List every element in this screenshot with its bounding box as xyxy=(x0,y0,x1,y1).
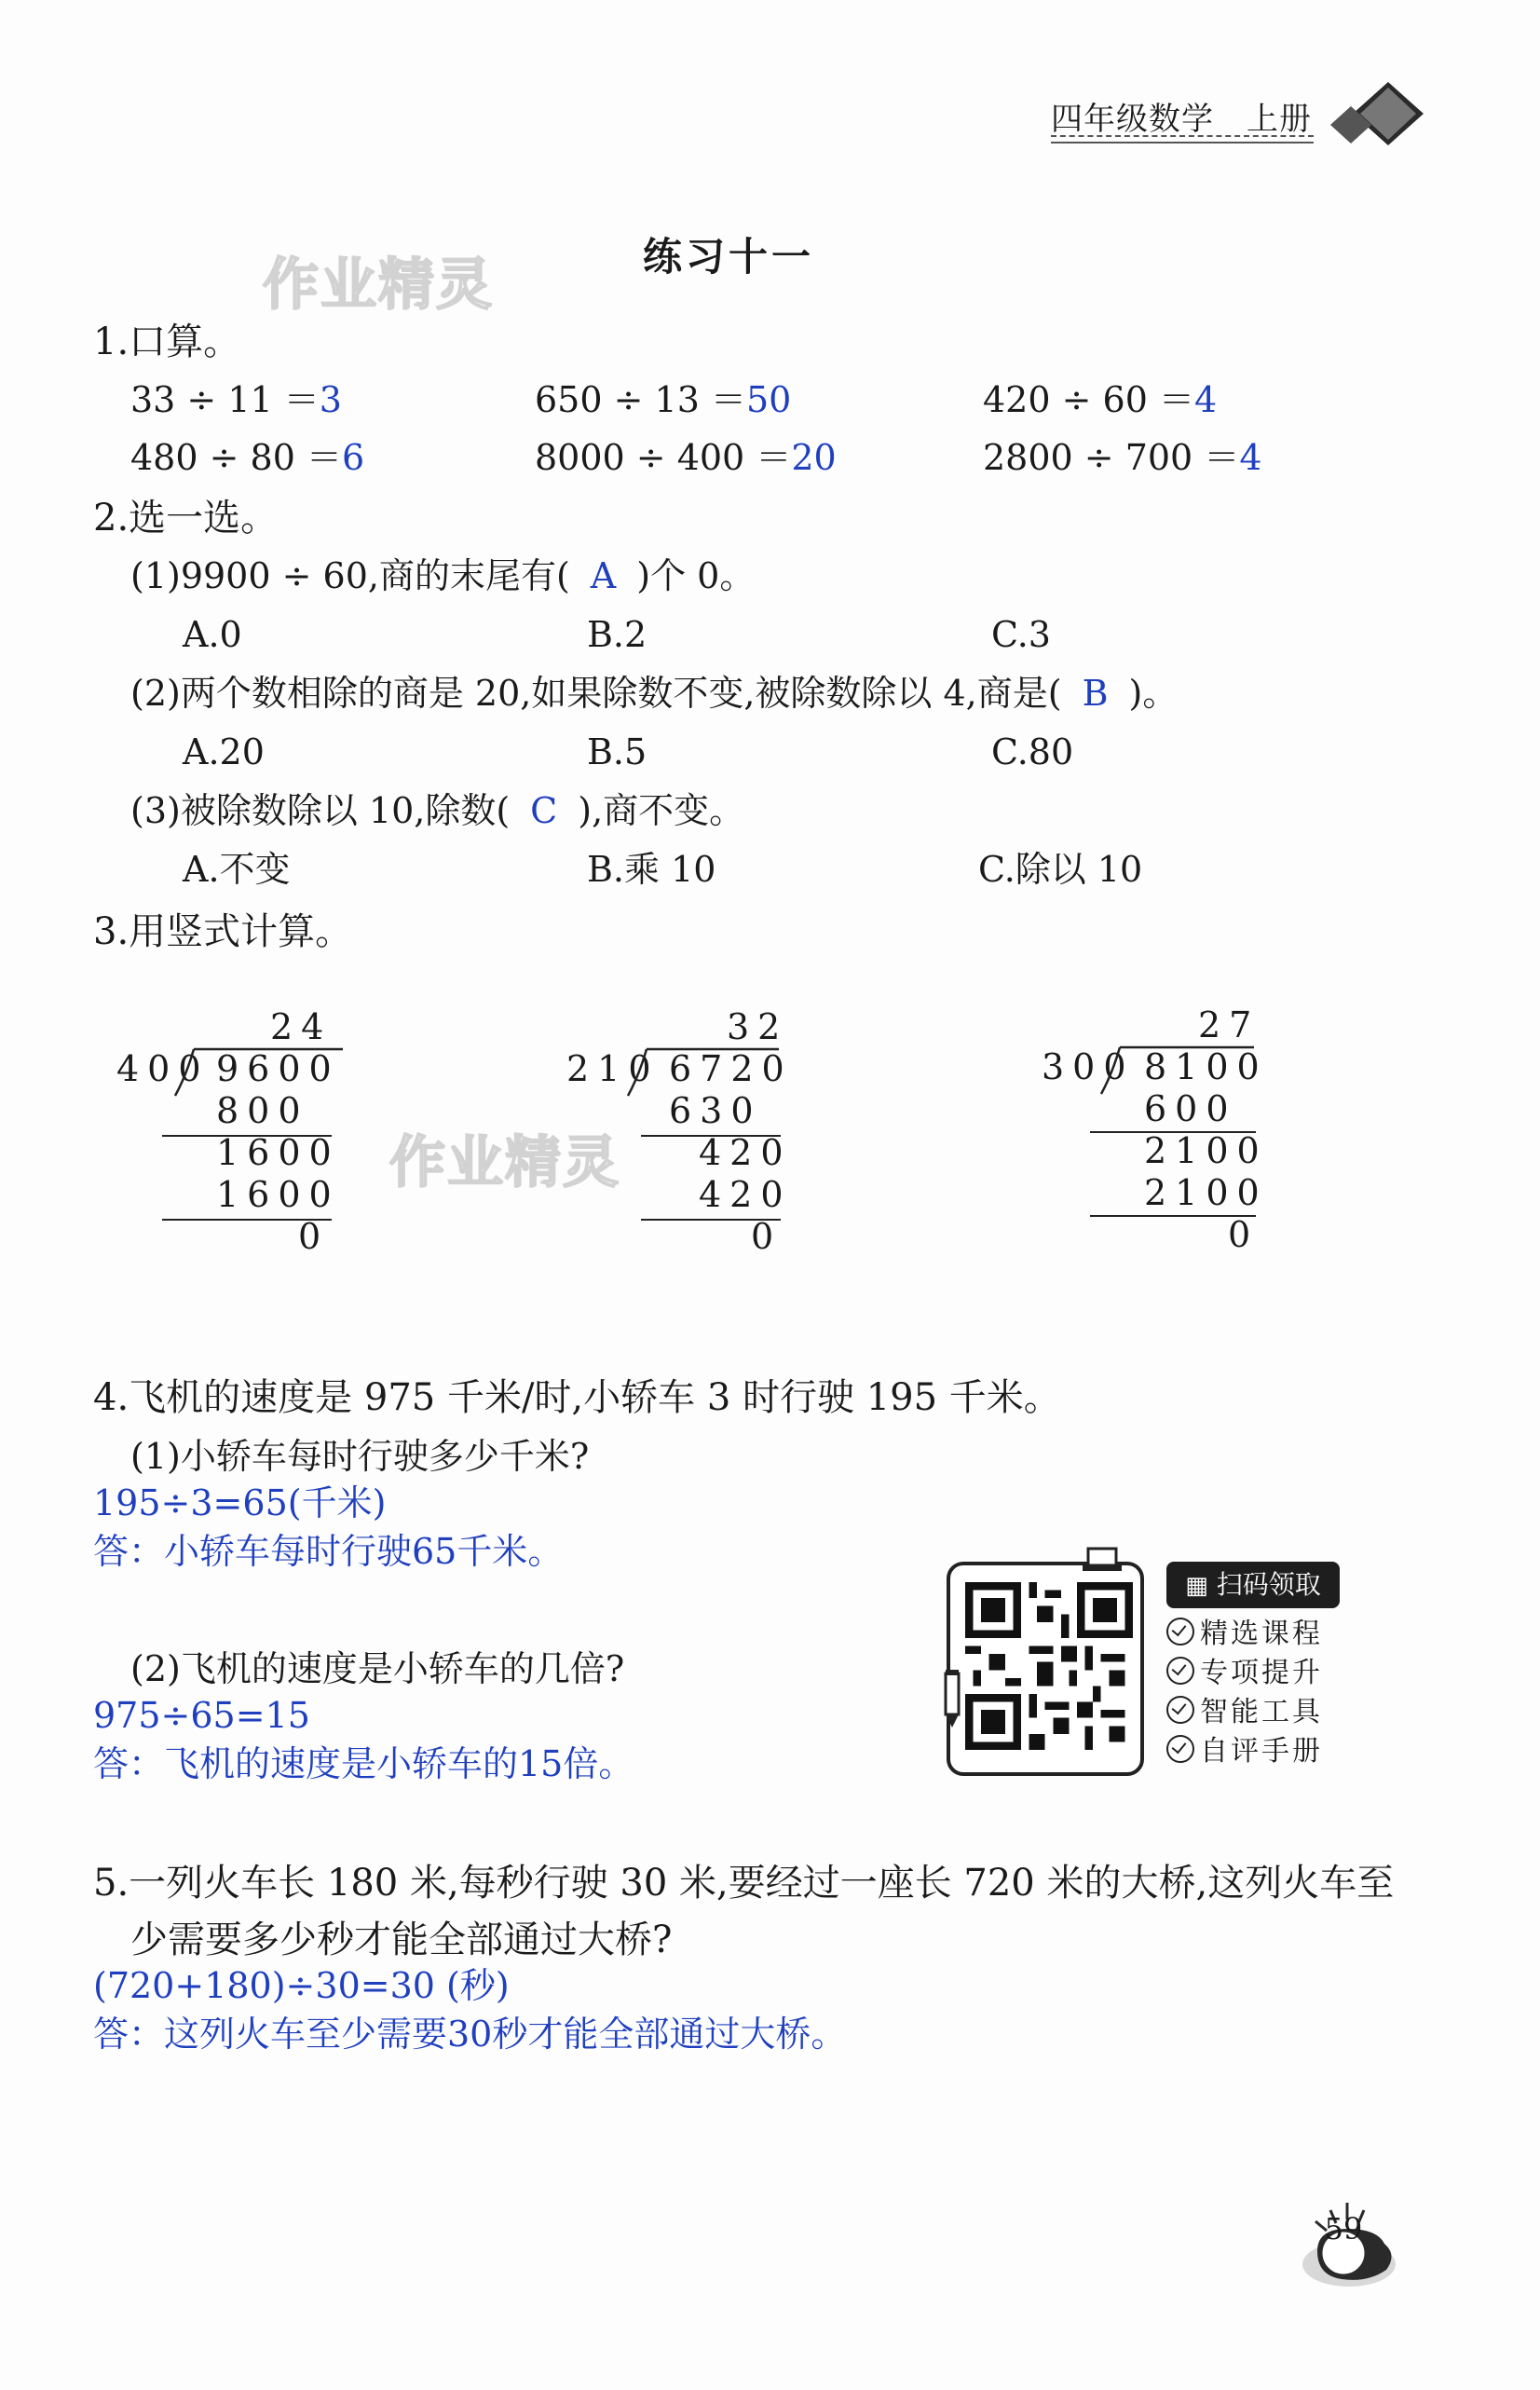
div-row: 420 xyxy=(699,1132,792,1173)
qr-code-icon[interactable] xyxy=(965,1582,1133,1750)
div-quotient: 24 xyxy=(270,1006,333,1047)
q1-label: 1.口算。 xyxy=(93,321,241,363)
q1-expr: 420 ÷ 60 ＝ xyxy=(983,379,1194,420)
div-quotient: 32 xyxy=(727,1006,789,1047)
q1-expr: 2800 ÷ 700 ＝ xyxy=(983,437,1240,478)
q4-sub2-answer: 答：飞机的速度是小轿车的15倍。 xyxy=(93,1743,634,1784)
div-row: 800 xyxy=(216,1090,309,1131)
div-row: 1600 xyxy=(216,1132,340,1173)
q2-sub-3 xyxy=(130,789,744,832)
q2-sub-text: ),商不变。 xyxy=(578,790,745,831)
q1-expr: 8000 ÷ 400 ＝ xyxy=(535,437,792,478)
q1-answer: 4 xyxy=(1239,437,1262,478)
div-row: 0 xyxy=(298,1216,330,1257)
laptop-icon xyxy=(1081,1547,1124,1575)
div-dividend: 6720 xyxy=(669,1048,793,1089)
header-dashed-rule xyxy=(1051,135,1314,137)
q2-2-option-a: A.20 xyxy=(183,731,265,772)
q2-sub-text: )个 0。 xyxy=(636,555,756,596)
qr-item xyxy=(1166,1733,1323,1770)
q1-item-6 xyxy=(983,436,1262,479)
q1-item-1 xyxy=(130,378,342,421)
page-number: 59 xyxy=(1324,2211,1363,2247)
check-circle-icon xyxy=(1166,1696,1194,1724)
q5-line1: 5.一列火车长 180 米,每秒行驶 30 米,要经过一座长 720 米的大桥,这列火车至 xyxy=(93,1862,1395,1905)
q1-item-4 xyxy=(130,436,364,479)
q4-sub1-calc: 195÷3=65(千米) xyxy=(93,1482,387,1523)
check-circle-icon xyxy=(1166,1618,1194,1646)
q1-item-3 xyxy=(983,378,1217,421)
div-divisor: 400 xyxy=(116,1048,210,1089)
q5-calc: (720+180)÷30=30 (秒) xyxy=(93,1965,510,2006)
qr-mini-icon: ▦ xyxy=(1185,1572,1208,1600)
qr-title: 扫码领取 xyxy=(1216,1569,1321,1600)
q1-answer: 4 xyxy=(1193,379,1218,420)
div-row: 600 xyxy=(1144,1088,1237,1129)
qr-item-label: 专项提升 xyxy=(1200,1657,1323,1689)
q1-expr: 480 ÷ 80 ＝ xyxy=(130,437,342,478)
div-row: 420 xyxy=(699,1174,792,1215)
qr-title-badge xyxy=(1166,1562,1340,1608)
q2-answer: C xyxy=(530,790,558,831)
div-dividend: 9600 xyxy=(216,1048,340,1089)
div-dividend: 8100 xyxy=(1144,1046,1268,1087)
q1-expr: 650 ÷ 13 ＝ xyxy=(535,379,746,420)
check-circle-icon xyxy=(1166,1735,1194,1763)
qr-item-label: 智能工具 xyxy=(1200,1696,1323,1728)
q2-answer: A xyxy=(590,555,617,596)
q1-answer: 6 xyxy=(341,437,365,478)
q2-3-option-b: B.乘 10 xyxy=(587,849,716,890)
page-title: 练习十一 xyxy=(643,234,815,280)
watermark-top: 作业精灵 xyxy=(263,253,494,318)
div-divisor: 210 xyxy=(566,1048,660,1089)
div-divisor: 300 xyxy=(1042,1046,1135,1087)
q2-sub-text: )。 xyxy=(1128,673,1179,714)
q2-sub-2 xyxy=(130,672,1178,715)
q2-sub-1 xyxy=(130,554,755,597)
q4-sub2-calc: 975÷65=15 xyxy=(93,1695,310,1736)
q5-line2: 少需要多少秒才能全部通过大桥? xyxy=(130,1919,673,1961)
pencil-icon xyxy=(939,1668,967,1729)
q3-label: 3.用竖式计算。 xyxy=(93,910,353,953)
q1-answer: 3 xyxy=(319,379,342,420)
div-row: 0 xyxy=(751,1216,783,1257)
q2-sub-text: (1)9900 ÷ 60,商的末尾有( xyxy=(130,555,570,596)
q4-sub1-answer: 答：小轿车每时行驶65千米。 xyxy=(93,1531,564,1572)
div-row: 630 xyxy=(669,1090,762,1131)
header-rule xyxy=(1051,142,1314,143)
q4-sub2-question: (2)飞机的速度是小轿车的几倍? xyxy=(130,1648,625,1689)
q1-item-5 xyxy=(535,436,837,479)
book-header: 四年级数学 上册 xyxy=(1051,101,1312,138)
q2-1-option-a: A.0 xyxy=(183,614,242,655)
qr-item xyxy=(1166,1694,1323,1731)
watermark-middle: 作业精灵 xyxy=(389,1130,620,1195)
q2-3-option-a: A.不变 xyxy=(183,849,291,890)
q2-3-option-c: C.除以 10 xyxy=(978,849,1143,890)
diamond-decoration-icon xyxy=(1323,78,1427,153)
q1-expr: 33 ÷ 11 ＝ xyxy=(130,379,320,420)
check-circle-icon xyxy=(1166,1657,1194,1685)
q5-answer: 答：这列火车至少需要30秒才能全部通过大桥。 xyxy=(93,2014,847,2055)
div-quotient: 27 xyxy=(1198,1004,1261,1045)
q2-1-option-b: B.2 xyxy=(587,614,647,655)
div-row: 1600 xyxy=(216,1174,340,1215)
q1-item-2 xyxy=(535,378,791,421)
q1-answer: 20 xyxy=(791,437,837,478)
q2-answer: B xyxy=(1082,673,1109,714)
q2-1-option-c: C.3 xyxy=(991,614,1051,655)
q2-label: 2.选一选。 xyxy=(93,497,279,539)
q2-sub-text: (2)两个数相除的商是 20,如果除数不变,被除数除以 4,商是( xyxy=(130,673,1062,714)
qr-item-label: 自评手册 xyxy=(1200,1735,1323,1768)
div-row: 2100 xyxy=(1144,1172,1268,1213)
qr-item xyxy=(1166,1655,1323,1692)
div-row: 2100 xyxy=(1144,1130,1268,1171)
q2-2-option-b: B.5 xyxy=(587,731,647,772)
q1-answer: 50 xyxy=(745,379,792,420)
qr-item xyxy=(1166,1616,1323,1653)
q4-sub1-question: (1)小轿车每时行驶多少千米? xyxy=(130,1436,590,1477)
qr-item-label: 精选课程 xyxy=(1200,1618,1323,1650)
q4-label: 4.飞机的速度是 975 千米/时,小轿车 3 时行驶 195 千米。 xyxy=(93,1376,1061,1419)
div-row: 0 xyxy=(1228,1214,1260,1255)
q2-2-option-c: C.80 xyxy=(991,731,1074,772)
q2-sub-text: (3)被除数除以 10,除数( xyxy=(130,790,511,831)
